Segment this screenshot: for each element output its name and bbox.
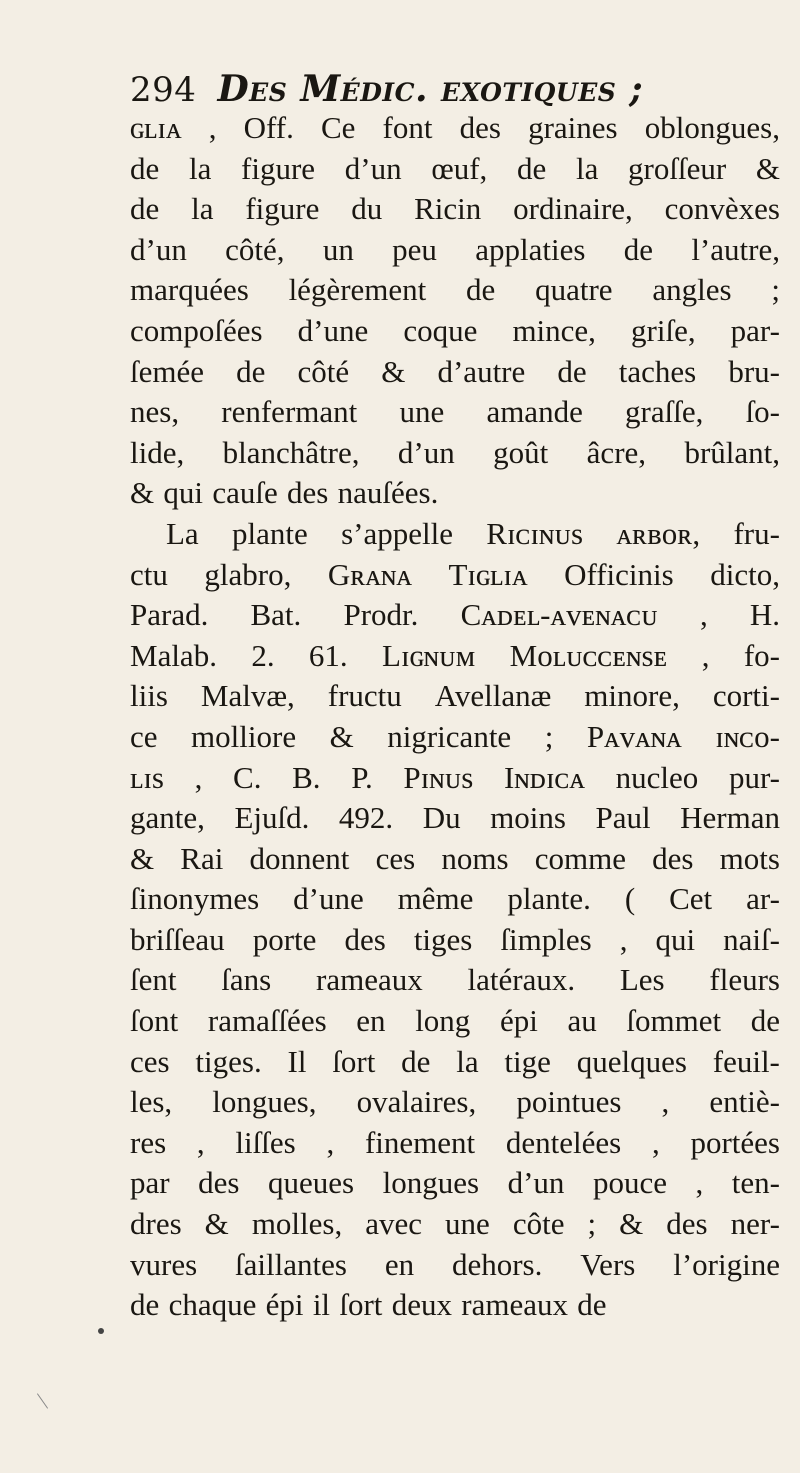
word: nucleo — [615, 759, 699, 795]
word: figure — [245, 191, 320, 227]
word: rameaux — [461, 1287, 568, 1323]
text-line — [130, 352, 780, 393]
word: œuf, — [431, 150, 488, 186]
text-line — [130, 839, 780, 880]
word: comme — [534, 840, 626, 876]
text-line — [130, 636, 780, 677]
word: Du — [422, 800, 461, 836]
word: naiſ- — [723, 921, 780, 957]
word: avec — [365, 1206, 423, 1242]
text-line — [130, 1001, 780, 1042]
word: C. — [233, 759, 262, 795]
text-line — [130, 149, 780, 190]
word: convèxes — [664, 191, 780, 227]
word: de — [130, 150, 160, 186]
word: ſans — [221, 962, 272, 998]
word: plante. — [507, 881, 591, 917]
word: cauſe — [212, 475, 278, 511]
word: de — [236, 353, 266, 389]
word: deux — [391, 1287, 452, 1323]
word: dicto, — [710, 556, 780, 592]
word: qui — [163, 475, 204, 511]
word: longues, — [212, 1084, 317, 1120]
word: latéraux. — [467, 962, 576, 998]
running-header — [130, 68, 643, 110]
text-line — [130, 108, 780, 149]
word: ce — [130, 718, 158, 754]
word: épi — [265, 1287, 304, 1323]
word: & — [755, 150, 780, 186]
word: liis — [130, 678, 168, 714]
word: portées — [690, 1124, 780, 1160]
paper-mark — [37, 1393, 48, 1408]
word: ʟɪs — [130, 759, 164, 795]
word: ſommet — [626, 1003, 722, 1039]
text-line — [130, 960, 780, 1001]
word: l’origine — [673, 1246, 780, 1282]
word: il — [312, 1287, 331, 1323]
text-line — [130, 433, 780, 474]
word: applaties — [475, 231, 586, 267]
word: la — [188, 150, 212, 186]
word: Herman — [680, 800, 780, 836]
word: Tɪɢʟɪᴀ — [448, 556, 528, 592]
word: 492. — [338, 800, 394, 836]
word: d’une — [293, 881, 364, 917]
word: Parad. — [130, 597, 209, 633]
word: long — [415, 1003, 471, 1039]
word: glabro, — [204, 556, 292, 592]
word: d’un — [130, 231, 187, 267]
text-line — [130, 1082, 780, 1123]
word: par — [130, 1165, 170, 1201]
word: tiges — [413, 921, 473, 957]
word: qui — [655, 921, 696, 957]
word: côté — [297, 353, 350, 389]
word: nauſées. — [337, 475, 439, 511]
text-line — [130, 1042, 780, 1083]
word: Vers — [580, 1246, 636, 1282]
word: Il — [287, 1043, 307, 1079]
word: entiè- — [709, 1084, 780, 1120]
word: ctu — [130, 556, 168, 592]
word: côté, — [225, 231, 285, 267]
word: ordinaire, — [513, 191, 633, 227]
word: de — [401, 1043, 431, 1079]
word: fleurs — [709, 962, 780, 998]
text-line — [130, 595, 780, 636]
word: au — [567, 1003, 597, 1039]
word: de — [577, 1287, 607, 1323]
word: Paul — [595, 800, 651, 836]
word: coque — [403, 312, 478, 348]
word: finement — [364, 1124, 476, 1160]
word: tige — [504, 1043, 551, 1079]
word: oblongues, — [644, 110, 780, 145]
text-line — [130, 798, 780, 839]
word: ; — [544, 718, 554, 754]
word: la — [575, 150, 599, 186]
word: , — [661, 1084, 670, 1120]
word: & — [619, 1206, 644, 1242]
word: Avellanæ — [434, 678, 552, 714]
text-line — [130, 920, 780, 961]
word: briſſeau — [130, 921, 225, 957]
text-line — [130, 758, 780, 799]
word: dehors. — [451, 1246, 543, 1282]
word: d’un — [507, 1165, 565, 1201]
word: & — [130, 840, 155, 876]
word: molles, — [251, 1206, 343, 1242]
word: Bat. — [250, 597, 302, 633]
word: peu — [392, 231, 437, 267]
word: ſent — [130, 962, 177, 998]
word: Pɪɴᴜs — [403, 759, 474, 795]
word: une — [445, 1206, 490, 1242]
word: d’autre — [437, 353, 526, 389]
word: ſinonymes — [130, 881, 260, 917]
word: ſemée — [130, 353, 205, 389]
word: & — [381, 353, 406, 389]
word: ſont — [130, 1003, 179, 1039]
word: une — [399, 394, 445, 430]
word: , — [208, 110, 217, 145]
word: queues — [267, 1165, 355, 1201]
word: 61. — [308, 637, 348, 673]
word: des — [652, 840, 694, 876]
word: fo- — [743, 637, 780, 673]
text-line — [130, 473, 780, 514]
word: ; — [771, 272, 780, 308]
word: ᴀʀʙᴏʀ, — [616, 515, 701, 551]
word: Mᴏʟᴜᴄᴄᴇɴsᴇ — [509, 637, 668, 673]
word: de — [466, 272, 496, 308]
word: Cet — [669, 881, 713, 917]
word: ar- — [746, 881, 780, 917]
word: la — [456, 1043, 479, 1079]
word: plante — [232, 515, 308, 551]
word: Off. — [243, 110, 294, 145]
word: graines — [528, 110, 618, 145]
word: fru- — [733, 515, 780, 551]
word: nigricante — [387, 718, 512, 754]
word: brûlant, — [684, 434, 780, 470]
word: ; — [587, 1206, 597, 1242]
text-line — [130, 717, 780, 758]
text-line — [130, 1285, 780, 1326]
word: dentelées — [505, 1124, 622, 1160]
word: moins — [490, 800, 566, 836]
word: longues — [382, 1165, 480, 1201]
word: en — [384, 1246, 415, 1282]
word: font — [382, 110, 433, 145]
word: des — [666, 1206, 708, 1242]
word: de — [130, 1287, 160, 1323]
word: Rɪᴄɪɴᴜs — [486, 515, 584, 551]
word: ten- — [731, 1165, 780, 1201]
word: noms — [441, 840, 509, 876]
word: ner- — [730, 1206, 780, 1242]
text-line — [130, 879, 780, 920]
word: figure — [241, 150, 316, 186]
word: angles — [652, 272, 732, 308]
word: ɪɴᴄᴏ- — [715, 718, 780, 754]
word: pointues — [516, 1084, 622, 1120]
word: Rai — [180, 840, 224, 876]
word: l’autre, — [691, 231, 780, 267]
word: des — [459, 110, 501, 145]
word: blanchâtre, — [222, 434, 360, 470]
text-line — [130, 555, 780, 596]
word: de — [623, 231, 653, 267]
word: Pᴀᴠᴀɴᴀ — [586, 718, 682, 754]
word: 2. — [251, 637, 275, 673]
text-line — [130, 1245, 780, 1286]
word: & — [329, 718, 354, 754]
word: marquées — [130, 272, 249, 308]
word: tiges. — [195, 1043, 262, 1079]
word: pur- — [728, 759, 780, 795]
word: d’une — [297, 312, 369, 348]
word: , — [695, 1165, 704, 1201]
word: Iɴᴅɪᴄᴀ — [504, 759, 586, 795]
word: les, — [130, 1084, 173, 1120]
word: corti- — [712, 678, 780, 714]
word: épi — [499, 1003, 538, 1039]
word: du — [351, 191, 383, 227]
word: compoſées — [130, 312, 263, 348]
word: Ce — [320, 110, 356, 145]
word: , — [326, 1124, 335, 1160]
word: & — [204, 1206, 229, 1242]
word: groſſeur — [628, 150, 727, 186]
word: liſſes — [235, 1124, 296, 1160]
word: d’un — [397, 434, 455, 470]
text-line — [130, 1163, 780, 1204]
text-line — [130, 311, 780, 352]
word: minore, — [584, 678, 680, 714]
word: de — [516, 150, 547, 186]
word: graſſe, — [625, 394, 704, 430]
word: mince, — [512, 312, 596, 348]
word: ovalaires, — [356, 1084, 477, 1120]
word: , — [701, 637, 710, 673]
word: H. — [749, 597, 780, 633]
word: goût — [493, 434, 549, 470]
word: ſaillantes — [235, 1246, 347, 1282]
text-line — [130, 514, 780, 555]
word: , — [651, 1124, 660, 1160]
word: des — [287, 475, 329, 511]
word: d’un — [344, 150, 402, 186]
word: griſe, — [631, 312, 696, 348]
word: nes, — [130, 394, 180, 430]
word: Ejuſd. — [234, 800, 310, 836]
word: un — [322, 231, 354, 267]
word: par- — [730, 312, 780, 348]
word: rameaux — [316, 962, 423, 998]
word: renfermant — [221, 394, 358, 430]
word: chaque — [168, 1287, 257, 1323]
word: La — [166, 515, 199, 551]
word: Cᴀᴅᴇʟ-ᴀᴠᴇɴᴀᴄᴜ — [460, 597, 658, 633]
word: ſort — [332, 1043, 376, 1079]
ink-speck — [98, 1328, 104, 1334]
word: B. — [292, 759, 321, 795]
word: âcre, — [586, 434, 647, 470]
word: P. — [351, 759, 373, 795]
word: même — [397, 881, 474, 917]
word: Officinis — [564, 556, 674, 592]
word: , — [196, 1124, 205, 1160]
word: côte — [512, 1206, 565, 1242]
word: lide, — [130, 434, 185, 470]
word: dres — [130, 1206, 182, 1242]
page-body — [130, 108, 780, 1326]
word: Prodr. — [343, 597, 419, 633]
word: ɢʟɪᴀ — [130, 110, 182, 145]
word: ſort — [339, 1287, 383, 1323]
word: légèrement — [288, 272, 427, 308]
word: de — [750, 1003, 780, 1039]
word: quatre — [535, 272, 613, 308]
word: ſimples — [500, 921, 592, 957]
running-title: Des Médic. exotiques ; — [217, 68, 644, 110]
word: s’appelle — [341, 515, 453, 551]
word: taches — [618, 353, 697, 389]
word: de — [130, 191, 160, 227]
word: Malvæ, — [200, 678, 295, 714]
word: & — [130, 475, 155, 511]
word: amande — [486, 394, 583, 430]
word: la — [191, 191, 214, 227]
word: feuil- — [712, 1043, 780, 1079]
word: des — [344, 921, 386, 957]
word: res — [130, 1124, 167, 1160]
word: ramaſſées — [207, 1003, 327, 1039]
word: Lɪɢɴᴜᴍ — [382, 637, 476, 673]
word: mots — [719, 840, 780, 876]
word: en — [356, 1003, 386, 1039]
text-line — [130, 230, 780, 271]
text-line — [130, 676, 780, 717]
text-line — [130, 392, 780, 433]
word: ces — [130, 1043, 170, 1079]
word: , — [619, 921, 628, 957]
word: bru- — [728, 353, 780, 389]
word: Malab. — [130, 637, 217, 673]
word: vures — [130, 1246, 198, 1282]
text-line — [130, 270, 780, 311]
word: gante, — [130, 800, 205, 836]
text-line — [130, 189, 780, 230]
text-line — [130, 1123, 780, 1164]
word: ſo- — [745, 394, 780, 430]
word: quelques — [576, 1043, 687, 1079]
word: porte — [252, 921, 317, 957]
word: ces — [375, 840, 416, 876]
word: molliore — [191, 718, 297, 754]
word: pouce — [592, 1165, 667, 1201]
word: de — [557, 353, 587, 389]
word: Ricin — [414, 191, 482, 227]
word: des — [198, 1165, 240, 1201]
word: ( — [624, 881, 636, 917]
word: , — [699, 597, 708, 633]
word: donnent — [249, 840, 350, 876]
word: fructu — [327, 678, 402, 714]
page-number: 294 — [130, 70, 197, 110]
word: , — [194, 759, 203, 795]
word: Gʀᴀɴᴀ — [327, 556, 412, 592]
text-line — [130, 1204, 780, 1245]
word: Les — [619, 962, 665, 998]
